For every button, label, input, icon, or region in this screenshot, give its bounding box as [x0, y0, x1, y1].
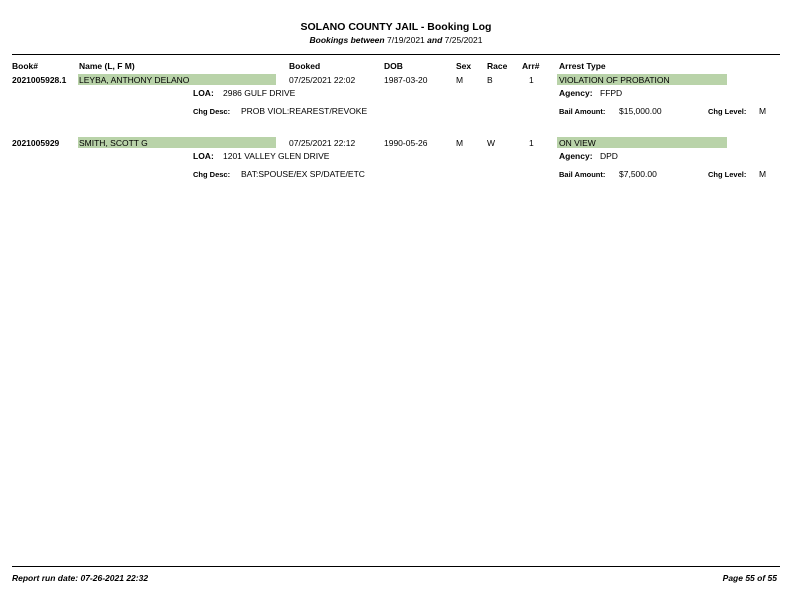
- arrest-number: 1: [529, 75, 534, 85]
- chg-level: M: [759, 169, 767, 179]
- col-header-name: Name (L, F M): [79, 61, 135, 71]
- col-header-race: Race: [487, 61, 508, 71]
- arrest-type: VIOLATION OF PROBATION: [559, 75, 670, 85]
- loa-address: 2986 GULF DRIVE: [223, 88, 296, 98]
- report-run-date: Report run date: 07-26-2021 22:32: [12, 573, 149, 583]
- sex: M: [456, 75, 464, 85]
- chg-level: M: [759, 106, 767, 116]
- sex: M: [456, 138, 464, 148]
- col-header-dob: DOB: [384, 61, 403, 71]
- chg-desc: PROB VIOL:REAREST/REVOKE: [241, 106, 368, 116]
- booked-datetime: 07/25/2021 22:02: [289, 75, 356, 85]
- subtitle-start-date: 7/19/2021: [386, 35, 425, 45]
- race: W: [487, 138, 496, 148]
- booked-datetime: 07/25/2021 22:12: [289, 138, 356, 148]
- inmate-name: LEYBA, ANTHONY DELANO: [79, 75, 190, 85]
- footer-rule: [12, 566, 780, 567]
- loa-label: LOA:: [193, 88, 214, 98]
- agency: DPD: [600, 151, 618, 161]
- col-header-book: Book#: [12, 61, 38, 71]
- book-number: 2021005929: [12, 138, 60, 148]
- chg-desc-label: Chg Desc:: [193, 107, 231, 116]
- page-number: Page 55 of 55: [722, 573, 777, 583]
- chg-level-label: Chg Level:: [708, 170, 747, 179]
- col-header-booked: Booked: [289, 61, 321, 71]
- dob: 1987-03-20: [384, 75, 428, 85]
- subtitle-prefix: Bookings between: [309, 35, 385, 45]
- bail-amount: $7,500.00: [619, 169, 657, 179]
- subtitle-and: and: [427, 35, 443, 45]
- book-number: 2021005928.1: [12, 75, 67, 85]
- bail-amount: $15,000.00: [619, 106, 662, 116]
- col-header-arrest-type: Arrest Type: [559, 61, 606, 71]
- chg-level-label: Chg Level:: [708, 107, 747, 116]
- header-rule: [12, 54, 780, 55]
- chg-desc: BAT:SPOUSE/EX SP/DATE/ETC: [241, 169, 365, 179]
- col-header-sex: Sex: [456, 61, 472, 71]
- agency-label: Agency:: [559, 88, 593, 98]
- race: B: [487, 75, 493, 85]
- dob: 1990-05-26: [384, 138, 428, 148]
- bail-amount-label: Bail Amount:: [559, 170, 606, 179]
- loa-label: LOA:: [193, 151, 214, 161]
- agency-label: Agency:: [559, 151, 593, 161]
- col-header-arr: Arr#: [522, 61, 540, 71]
- report-subtitle: [0, 35, 792, 45]
- arrest-type: ON VIEW: [559, 138, 596, 148]
- agency: FFPD: [600, 88, 623, 98]
- arrest-number: 1: [529, 138, 534, 148]
- loa-address: 1201 VALLEY GLEN DRIVE: [223, 151, 330, 161]
- subtitle-end-date: 7/25/2021: [444, 35, 483, 45]
- chg-desc-label: Chg Desc:: [193, 170, 231, 179]
- inmate-name: SMITH, SCOTT G: [79, 138, 148, 148]
- bail-amount-label: Bail Amount:: [559, 107, 606, 116]
- report-title: SOLANO COUNTY JAIL - Booking Log: [300, 21, 492, 33]
